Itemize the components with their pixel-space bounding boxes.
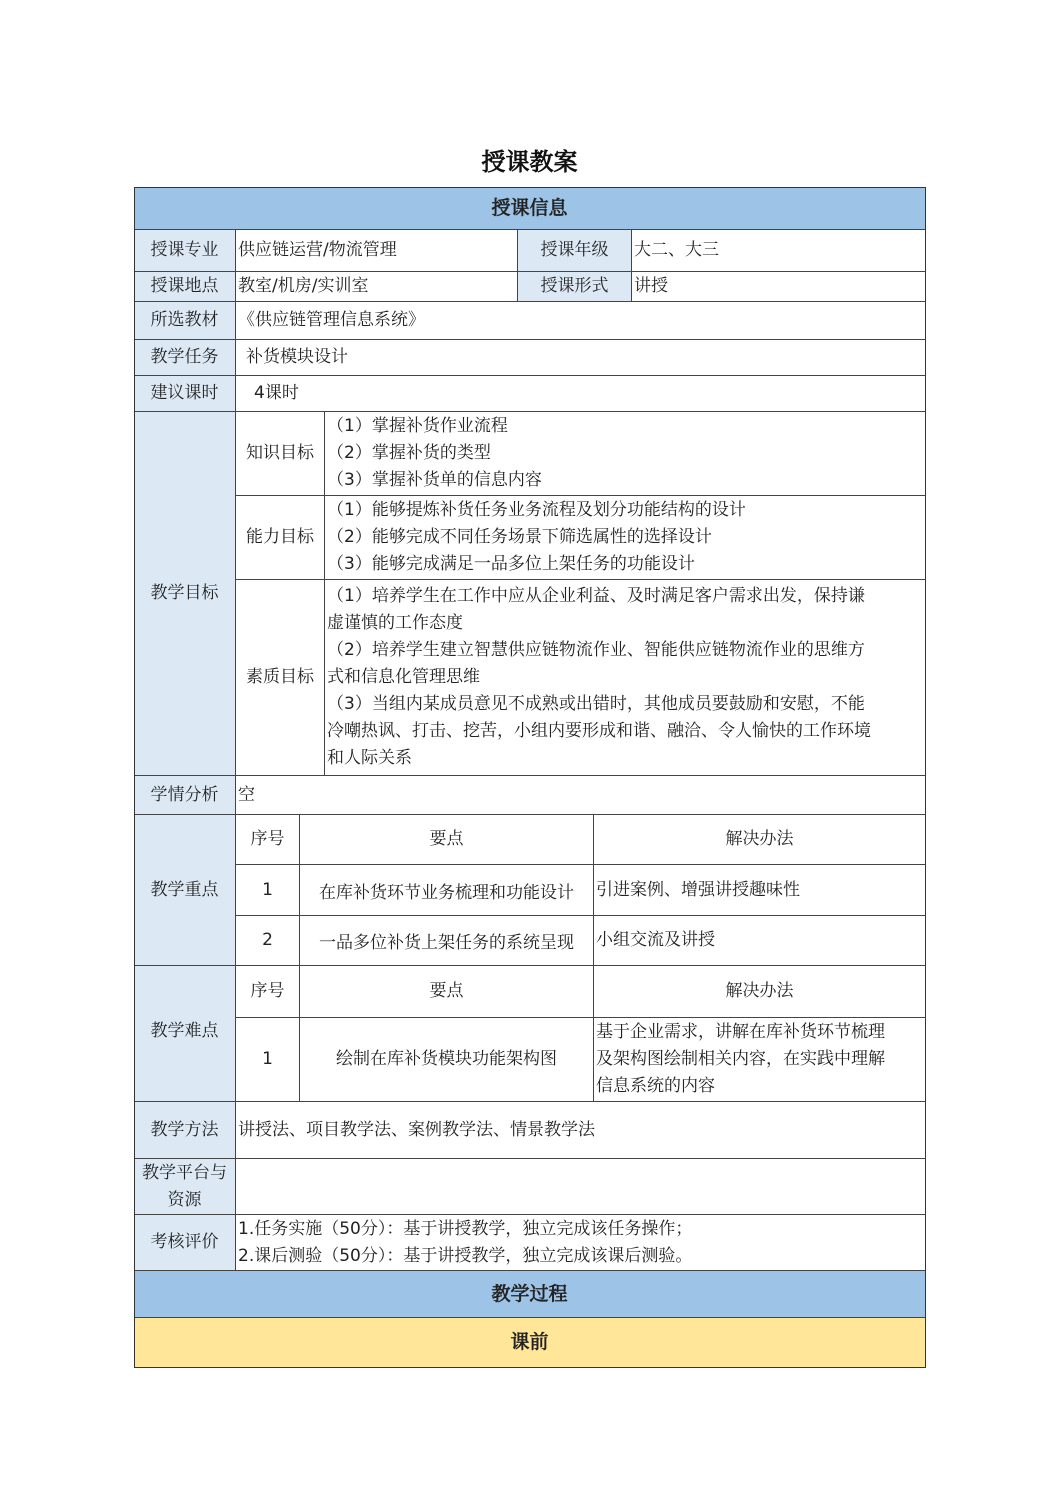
hours-label: 建议课时 (134, 376, 236, 412)
quality-line: （3）当组内某成员意见不成熟或出错时，其他成员要鼓励和安慰，不能 (327, 694, 865, 714)
assessment-label: 考核评价 (134, 1215, 236, 1271)
quality-line: 和人际关系 (327, 748, 412, 768)
task-value: 补货模块设计 (236, 340, 926, 376)
key-point-row-solution: 小组交流及讲授 (594, 916, 926, 966)
textbook-label: 所选教材 (134, 302, 236, 340)
key-points-header-no: 序号 (236, 815, 300, 865)
methods-label: 教学方法 (134, 1102, 236, 1159)
difficulty-solution-line: 信息系统的内容 (596, 1076, 715, 1096)
task-label: 教学任务 (134, 340, 236, 376)
quality-line: （2）培养学生建立智慧供应链物流作业、智能供应链物流作业的思维方 (327, 640, 865, 660)
ability-objective-label: 能力目标 (236, 496, 325, 580)
place-label: 授课地点 (134, 272, 236, 302)
section-header-before-class: 课前 (134, 1318, 926, 1368)
section-header-info: 授课信息 (134, 187, 926, 230)
quality-objective-content (325, 580, 926, 776)
difficulties-label: 教学难点 (134, 966, 236, 1102)
quality-objective-label: 素质目标 (236, 580, 325, 776)
knowledge-line: （1）掌握补货作业流程 (327, 416, 508, 436)
major-label: 授课专业 (134, 230, 236, 272)
knowledge-objective-content (325, 412, 926, 496)
place-value: 教室/机房/实训室 (236, 272, 518, 302)
difficulty-solution-line: 及架构图绘制相关内容，在实践中理解 (596, 1049, 885, 1069)
key-points-label: 教学重点 (134, 815, 236, 966)
key-point-row-point: 在库补货环节业务梳理和功能设计 (300, 865, 594, 916)
ability-objective-content (325, 496, 926, 580)
grade-label: 授课年级 (518, 230, 632, 272)
hours-value: 4课时 (236, 376, 926, 412)
knowledge-objective-label: 知识目标 (236, 412, 325, 496)
form-value: 讲授 (632, 272, 926, 302)
difficulty-solution-line: 基于企业需求，讲解在库补货环节梳理 (596, 1022, 885, 1042)
page-title: 授课教案 (481, 148, 578, 176)
objectives-label: 教学目标 (134, 412, 236, 776)
platform-label-line: 教学平台与 (142, 1162, 227, 1183)
lesson-plan-table (134, 187, 926, 1368)
assessment-line: 1.任务实施（50分）：基于讲授教学，独立完成该任务操作； (238, 1218, 693, 1239)
knowledge-line: （2）掌握补货的类型 (327, 443, 491, 463)
analysis-label: 学情分析 (134, 776, 236, 815)
ability-line: （1）能够提炼补货任务业务流程及划分功能结构的设计 (327, 500, 746, 520)
key-point-row-point: 一品多位补货上架任务的系统呈现 (300, 916, 594, 966)
difficulties-header-no: 序号 (236, 966, 300, 1018)
assessment-content (236, 1215, 926, 1271)
difficulties-header-point: 要点 (300, 966, 594, 1018)
ability-line: （2）能够完成不同任务场景下筛选属性的选择设计 (327, 527, 712, 547)
major-value: 供应链运营/物流管理 (236, 230, 518, 272)
platform-label-line: 资源 (167, 1189, 202, 1210)
grade-value: 大二、大三 (632, 230, 926, 272)
platform-value (236, 1159, 926, 1215)
knowledge-line: （3）掌握补货单的信息内容 (327, 470, 542, 490)
quality-line: 冷嘲热讽、打击、挖苦，小组内要形成和谐、融洽、令人愉快的工作环境 (327, 721, 871, 741)
textbook-value: 《供应链管理信息系统》 (236, 302, 926, 340)
quality-line: （1）培养学生在工作中应从企业利益、及时满足客户需求出发，保持谦 (327, 586, 865, 606)
difficulties-header-solution: 解决办法 (594, 966, 926, 1018)
assessment-line: 2.课后测验（50分）：基于讲授教学，独立完成该课后测验。 (238, 1245, 693, 1266)
key-point-row-no: 2 (236, 916, 300, 966)
difficulty-row-point: 绘制在库补货模块功能架构图 (300, 1018, 594, 1102)
platform-label (134, 1159, 236, 1215)
key-point-row-solution: 引进案例、增强讲授趣味性 (594, 865, 926, 916)
difficulty-row-no: 1 (236, 1018, 300, 1102)
form-label: 授课形式 (518, 272, 632, 302)
key-point-row-no: 1 (236, 865, 300, 916)
quality-line: 虚谨慎的工作态度 (327, 613, 463, 633)
key-points-header-point: 要点 (300, 815, 594, 865)
analysis-value: 空 (236, 776, 926, 815)
methods-value: 讲授法、项目教学法、案例教学法、情景教学法 (236, 1102, 926, 1159)
quality-line: 式和信息化管理思维 (327, 667, 480, 687)
ability-line: （3）能够完成满足一品多位上架任务的功能设计 (327, 554, 695, 574)
difficulty-row-solution (594, 1018, 926, 1102)
key-points-header-solution: 解决办法 (594, 815, 926, 865)
section-header-process: 教学过程 (134, 1271, 926, 1318)
